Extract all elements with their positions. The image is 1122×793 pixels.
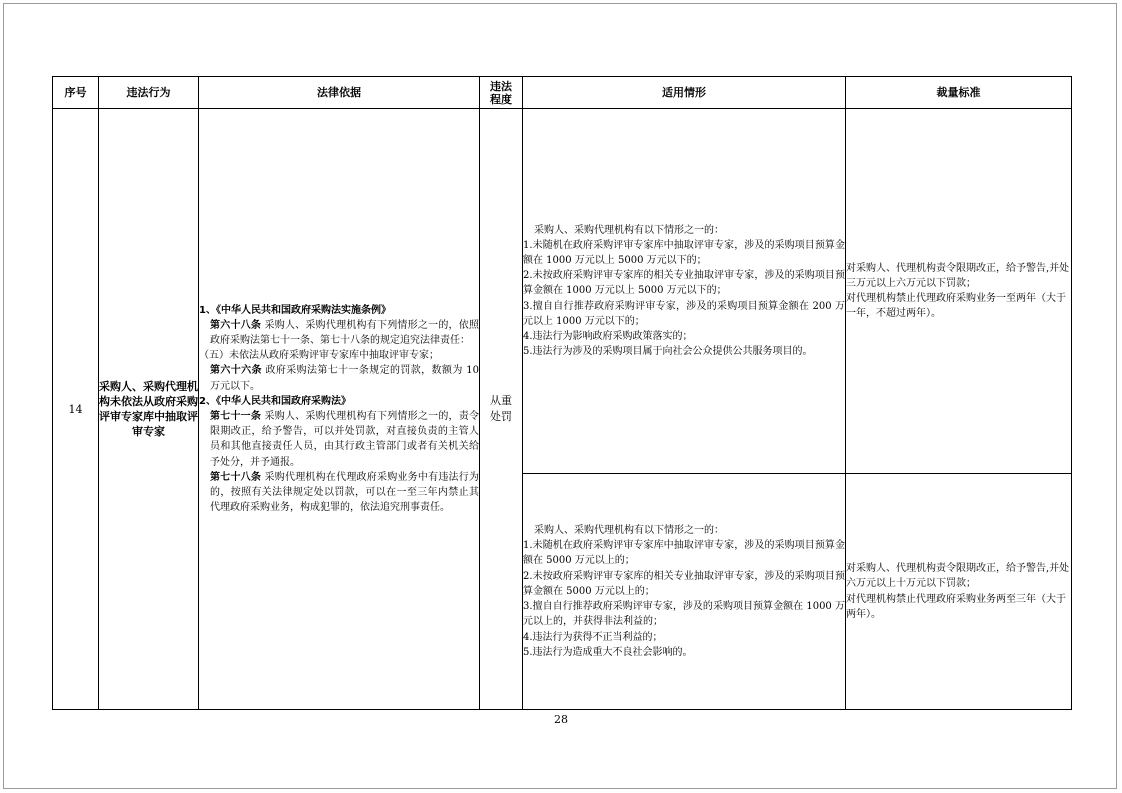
article-66-label: 第六十六条 — [210, 365, 262, 377]
article-68 — [199, 318, 479, 348]
page-number: 28 — [554, 713, 568, 726]
article-78-text: 采购代理机构在代理政府采购业务中有违法行为的，按照有关法律规定处以罚款，可以在一至三年内禁止其代理政府采购业务，构成犯罪的，依法追究刑事责任。 — [210, 471, 479, 514]
header-behavior: 违法行为 — [99, 77, 199, 109]
standard-item: 对采购人、代理机构责令限期改正，给予警告,并处六万元以上十万元以下罚款； — [846, 563, 1070, 590]
situation-item: 1.未随机在政府采购评审专家库中抽取评审专家，涉及的采购项目预算金额在 5000 万元以上的； — [523, 540, 845, 567]
standard-item: 对代理机构禁止代理政府采购业务一至两年（大于一年，不超过两年）。 — [846, 293, 1066, 320]
situation-item: 2.未按政府采购评审专家库的相关专业抽取评审专家，涉及的采购项目预算金额在 1000 万元以上 5000 万元以下的； — [523, 270, 845, 297]
legal-basis — [199, 109, 480, 710]
article-66 — [199, 363, 479, 393]
degree-line2: 处罚 — [490, 410, 512, 423]
article-71-label: 第七十一条 — [210, 411, 262, 422]
situation-item: 1.未随机在政府采购评审专家库中抽取评审专家，涉及的采购项目预算金额在 1000 万元以上 5000 万元以下的； — [523, 239, 845, 266]
header-row — [53, 77, 1072, 109]
standard-cell-1 — [846, 109, 1072, 474]
violation-degree — [480, 109, 523, 710]
situation-item: 4.违法行为获得不正当利益的； — [523, 631, 663, 643]
header-standard: 裁量标准 — [846, 77, 1072, 109]
situation-item: 4.违法行为影响政府采购政策落实的； — [523, 331, 693, 342]
table-row — [53, 109, 1072, 474]
degree-line1: 从重 — [490, 394, 512, 407]
penalty-table — [52, 76, 1072, 710]
article-68-text: 采购人、采购代理机构有下列情形之一的，依照政府采购法第七十一条、第七十八条的规定追究法律责任： — [210, 319, 479, 346]
article-78 — [199, 470, 479, 516]
article-71 — [199, 409, 479, 470]
situation-intro: 采购人、采购代理机构有以下情形之一的： — [534, 525, 724, 537]
situation-cell-1 — [523, 109, 846, 474]
header-degree — [480, 77, 523, 109]
header-situation: 适用情形 — [523, 77, 846, 109]
header-seq: 序号 — [53, 77, 99, 109]
situation-cell-2 — [523, 474, 846, 710]
situation-intro: 采购人、采购代理机构有以下情形之一的： — [534, 224, 724, 236]
article-68-item5: （五）未依法从政府采购评审专家库中抽取评审专家； — [199, 350, 439, 362]
standard-cell-2 — [846, 474, 1072, 710]
law1-title: 1、《中华人民共和国政府采购法实施条例》 — [199, 304, 391, 316]
article-66-text: 政府采购法第七十一条规定的罚款，数额为 10 万元以下。 — [210, 365, 479, 392]
standard-item: 对代理机构禁止代理政府采购业务两至三年（大于两年）。 — [846, 593, 1066, 620]
header-degree-line1: 违法 — [490, 79, 512, 93]
situation-item: 3.擅自自行推荐政府采购评审专家，涉及的采购项目预算金额在 200 万元以上 1000 万元以下的； — [523, 300, 845, 327]
header-degree-line2: 程度 — [490, 92, 512, 106]
situation-item: 5.违法行为涉及的采购项目属于向社会公众提供公共服务项目的。 — [523, 346, 813, 358]
article-71-text: 采购人、采购代理机构有下列情形之一的，责令限期改正，给予警告，可以并处罚款，对直接负责的主管人员和其他直接责任人员，由其行政主管部门或者有关机关给予处分，并予通报。 — [210, 411, 479, 468]
article-68-label: 第六十八条 — [210, 319, 262, 331]
header-basis: 法律依据 — [199, 77, 480, 109]
situation-item: 5.违法行为造成重大不良社会影响的。 — [523, 646, 693, 658]
article-78-label: 第七十八条 — [210, 471, 262, 483]
violation-behavior: 采购人、采购代理机构未依法从政府采购评审专家库中抽取评审专家 — [99, 109, 199, 710]
law2-title: 2、《中华人民共和国政府采购法》 — [199, 395, 351, 407]
situation-item: 2.未按政府采购评审专家库的相关专业抽取评审专家，涉及的采购项目预算金额在 5000 万元以上的； — [523, 570, 845, 597]
situation-item: 3.擅自自行推荐政府采购评审专家，涉及的采购项目预算金额在 1000 万元以上的，并获得非法利益的； — [523, 601, 845, 628]
standard-item: 对采购人、代理机构责令限期改正，给予警告,并处三万元以上六万元以下罚款； — [846, 262, 1070, 289]
row-number: 14 — [53, 109, 99, 710]
